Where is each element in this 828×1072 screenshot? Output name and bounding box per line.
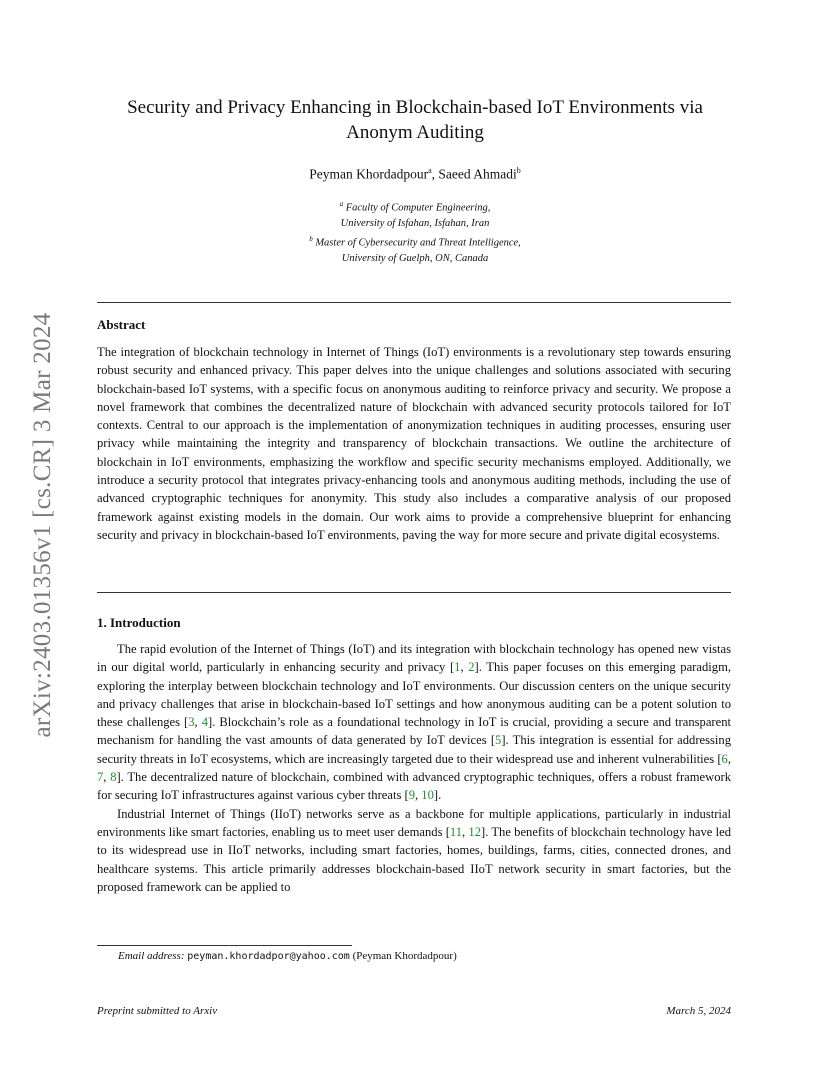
paragraph: [97, 640, 731, 805]
text-run: ,: [460, 660, 469, 675]
citation-link[interactable]: 12: [468, 824, 482, 839]
abstract-text: The integration of blockchain technology in Internet of Things (IoT) environments is a revolutionary step towards ensuring robust security and enhanced privacy. This paper delves into the unique challenges and solutions associated with securing blockchain-based IoT systems, with a specific focus on anonymous auditing to reinforce privacy and security. We propose a novel framework that combines the decentralized nature of blockchain with advanced security protocols tailored for IoT contexts. Central to our approach is the implementation of anonymization techniques in auditing processes, ensuring user privacy while maintaining the integrity and transparency of blockchain transactions. We outline the architecture of blockchain in IoT environments, emphasizing the workflow and specific security mechanisms employed. Additionally, we introduce a security protocol that integrates privacy-enhancing tools and anonymous auditing methods, including the use of advanced cryptographic techniques for anonymity. This study also includes a comparative analysis of our proposed framework against existing models in the domain. Our work aims to provide a comprehensive blueprint for enhancing security and privacy in blockchain-based IoT environments, paving the way for more secure and private digital ecosystems.: [97, 345, 731, 542]
arxiv-identifier: arXiv:2403.01356v1 [cs.CR] 3 Mar 2024: [29, 312, 56, 738]
affiliations: [98, 197, 732, 266]
text-run: ,: [103, 770, 111, 785]
affiliation-line: Faculty of Computer Engineering,: [345, 202, 491, 214]
footnote-divider: [97, 945, 352, 946]
citation-link[interactable]: 8: [110, 770, 117, 785]
paragraph: [97, 805, 731, 896]
abstract-heading: Abstract: [97, 317, 146, 332]
affiliation-line: University of Isfahan, Isfahan, Iran: [340, 218, 490, 229]
footer-preprint-note: Preprint submitted to Arxiv: [97, 1005, 218, 1017]
affiliation-line: University of Guelph, ON, Canada: [341, 252, 489, 264]
abstract-body: [97, 343, 731, 544]
citation-link[interactable]: 5: [495, 733, 502, 748]
author-list: [98, 166, 732, 183]
citation-link[interactable]: 3: [188, 715, 195, 730]
affiliation-mark: b: [309, 234, 313, 243]
affiliation-mark: a: [428, 166, 432, 175]
affiliation-mark: a: [339, 200, 344, 208]
author-separator: ,: [431, 166, 439, 182]
affiliation-a: [98, 197, 732, 216]
citation-link[interactable]: 9: [408, 788, 415, 803]
footer-date: March 5, 2024: [666, 1005, 731, 1017]
citation-link[interactable]: 6: [721, 751, 728, 766]
text-run: ,: [462, 824, 469, 839]
citation-link[interactable]: 7: [97, 770, 104, 785]
text-run: ]. The benefits of blockchain technology have led to its widespread use in IIoT networks, including smart factories, homes, buildings, farms, cities, connected drones, and healthcare systems. This article primarily addresses blockchain-based IIoT network security in smart factories, but the proposed framework can be applied to: [97, 824, 731, 894]
paper-title: [98, 95, 732, 145]
text-run: ,: [415, 788, 422, 803]
text-run: ]. This integration is essential for addressing security threats in IoT ecosystems, which are increasingly targeted due to their widespread use and inherent vulnerabilities [: [97, 733, 732, 766]
section-heading: 1. Introduction: [97, 615, 181, 630]
title-line-1: Security and Privacy Enhancing in Blockchain-based IoT Environments via: [127, 97, 703, 118]
citation-link[interactable]: 1: [454, 660, 461, 675]
citation-link[interactable]: 11: [449, 824, 463, 839]
author-name: Saeed Ahmadi: [438, 166, 517, 182]
author-name: Peyman Khordadpour: [309, 166, 429, 182]
footnote: [118, 950, 457, 962]
divider: [97, 302, 731, 303]
affiliation-mark: b: [516, 166, 521, 175]
introduction-body: [97, 640, 731, 896]
citation-link[interactable]: 10: [421, 788, 434, 803]
divider: [97, 592, 731, 593]
title-line-2: Anonym Auditing: [346, 122, 484, 143]
footnote-owner: (Peyman Khordadpour): [349, 950, 457, 962]
text-run: The rapid evolution of the Internet of Things (IoT) and its integration with blockchain technology has opened new vistas in our digital world, particularly in enhancing security and privacy [: [97, 642, 731, 675]
text-run: ]. The decentralized nature of blockchain, combined with advanced cryptographic techniques, offers a robust framework for securing IoT infrastructures against various cyber threats [: [97, 770, 731, 803]
text-run: ,: [194, 715, 202, 730]
affiliation-b: [98, 232, 732, 251]
text-run: ]. This paper focuses on this emerging paradigm, exploring the interplay between blockchain technology and IoT environments. Our discussion centers on the unique security and privacy challenges that arise in blockchain-based IoT settings and how anonymous auditing can be a potent solution to these challenges [: [97, 660, 732, 730]
text-run: ]. Blockchain’s role as a foundational technology in IoT is crucial, providing a secure and transparent mechanism for handling the vast amounts of data generated by IoT devices [: [97, 715, 732, 748]
text-run: ].: [433, 788, 442, 803]
text-run: Industrial Internet of Things (IIoT) networks serve as a backbone for multiple applications, particularly in industrial environments like smart factories, enabling us to meet user demands [: [97, 806, 731, 839]
citation-link[interactable]: 4: [201, 715, 209, 730]
footnote-label: Email address:: [118, 950, 185, 962]
email-address[interactable]: peyman.khordadpor@yahoo.com: [187, 951, 350, 962]
citation-link[interactable]: 2: [468, 660, 475, 675]
text-run: ,: [727, 751, 731, 766]
arxiv-sidebar: [26, 290, 60, 760]
affiliation-line: Master of Cybersecurity and Threat Intelligence,: [315, 237, 521, 248]
